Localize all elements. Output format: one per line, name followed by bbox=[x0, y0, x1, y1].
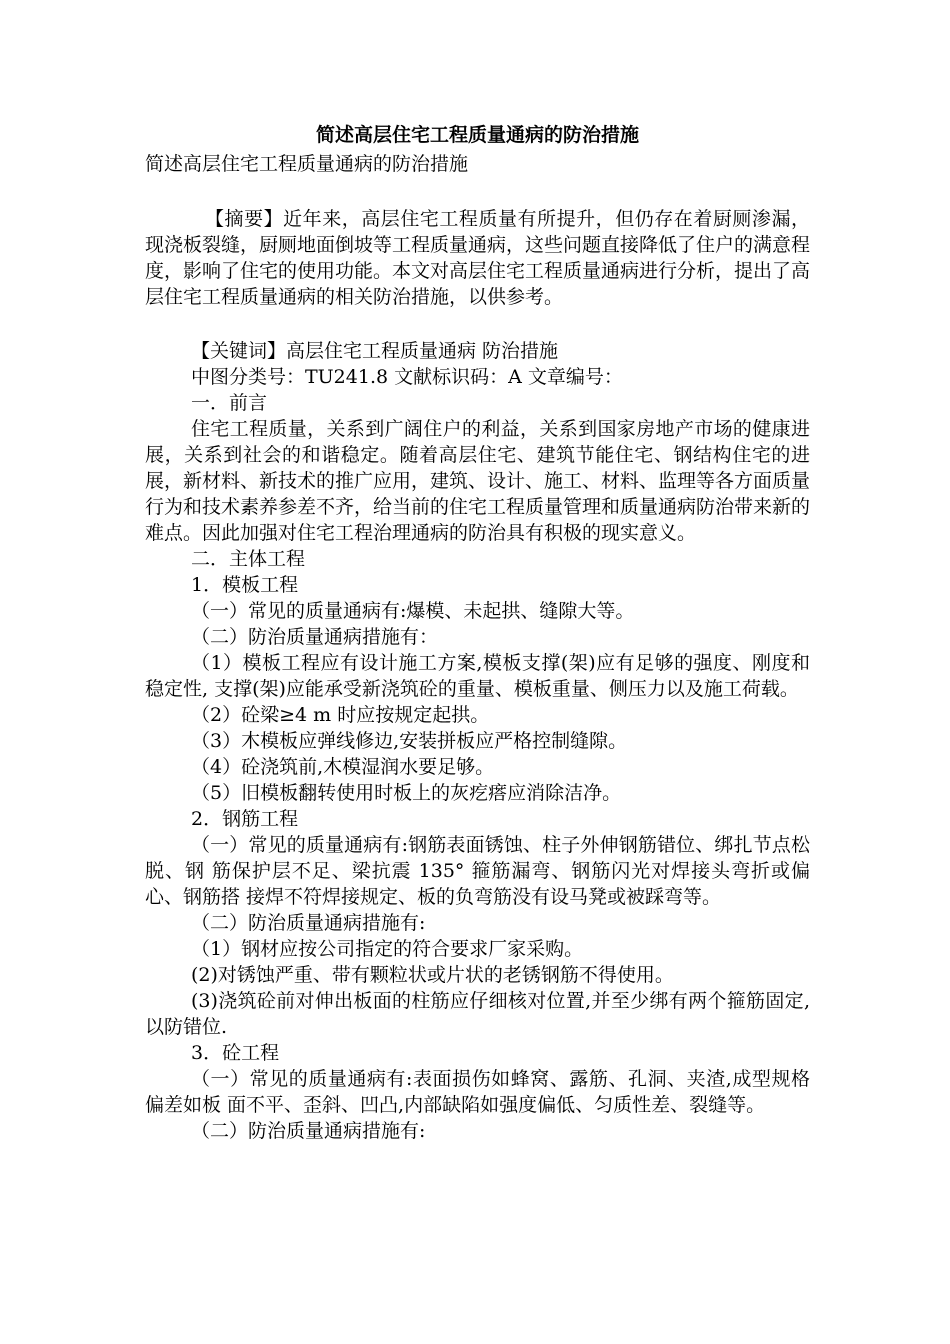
section-heading-main: 二．主体工程 bbox=[191, 548, 306, 570]
concrete-measures-heading: （二）防治质量通病措施有: bbox=[191, 1120, 426, 1142]
keywords-line: 【关键词】高层住宅工程质量通病 防治措施 bbox=[191, 340, 559, 362]
rebar-measure-item: （1）钢材应按公司指定的符合要求厂家采购。 bbox=[191, 938, 584, 960]
rebar-measure-item: (3)浇筑砼前对伸出板面的柱筋应仔细核对位置,并至少绑有两个箍筋固定,以防错位. bbox=[145, 990, 810, 1038]
subsection-heading-formwork: 1．模板工程 bbox=[191, 574, 299, 596]
formwork-measures-heading: （二）防治质量通病措施有： bbox=[191, 626, 439, 648]
document-page bbox=[145, 120, 810, 1144]
document-subtitle: 简述高层住宅工程质量通病的防治措施 bbox=[145, 153, 469, 175]
abstract-paragraph: 【摘要】近年来，高层住宅工程质量有所提升，但仍存在着厨厕渗漏，现浇板裂缝，厨厕地面倒坡等工程质量通病，这些问题直接降低了住户的满意程度，影响了住宅的使用功能。本文对高层住宅工程质量通病进行分析，提出了高层住宅工程质量通病的相关防治措施，以供参考。 bbox=[145, 208, 811, 308]
rebar-common-defects: （一）常见的质量通病有:钢筋表面锈蚀、柱子外伸钢筋错位、绑扎节点松脱、钢 筋保护层不足、梁抗震 135° 箍筋漏弯、钢筋闪光对焊接头弯折或偏心、钢筋搭 接焊不符焊接规定、板的负弯筋没有设马凳或被踩弯等。 bbox=[145, 834, 810, 908]
concrete-common-defects: （一）常见的质量通病有:表面损伤如蜂窝、露筋、孔洞、夹渣,成型规格偏差如板 面不平、歪斜、凹凸,内部缺陷如强度偏低、匀质性差、裂缝等。 bbox=[145, 1068, 810, 1116]
section-heading-intro: 一．前言 bbox=[191, 392, 268, 414]
formwork-measure-item: （5）旧模板翻转使用时板上的灰疙瘩应消除洁净。 bbox=[191, 782, 622, 804]
rebar-measures-heading: （二）防治质量通病措施有: bbox=[191, 912, 426, 934]
formwork-measure-item: （4）砼浇筑前,木模湿润水要足够。 bbox=[191, 756, 495, 778]
formwork-common-defects: （一）常见的质量通病有:爆模、未起拱、缝隙大等。 bbox=[191, 600, 635, 622]
subsection-heading-concrete: 3．砼工程 bbox=[191, 1042, 280, 1064]
intro-paragraph: 住宅工程质量，关系到广阔住户的利益，关系到国家房地产市场的健康进展，关系到社会的和谐稳定。随着高层住宅、建筑节能住宅、钢结构住宅的进展，新材料、新技术的推广应用，建筑、设计、施工、材料、监理等各方面质量行为和技术素养参差不齐，给当前的住宅工程质量管理和质量通病防治带来新的难点。因此加强对住宅工程治理通病的防治具有积极的现实意义。 bbox=[145, 418, 811, 544]
document-title: 简述高层住宅工程质量通病的防治措施 bbox=[315, 124, 639, 146]
formwork-measure-item: （2）砼梁≥4 m 时应按规定起拱。 bbox=[191, 704, 490, 726]
formwork-measure-item: （1）模板工程应有设计施工方案,模板支撑(架)应有足够的强度、刚度和稳定性, 支撑(架)应能承受新浇筑砼的重量、模板重量、侧压力以及施工荷载。 bbox=[145, 652, 810, 700]
spacer bbox=[145, 310, 810, 338]
classification-line: 中图分类号：TU241.8 文献标识码：A 文章编号： bbox=[191, 366, 623, 388]
rebar-measure-item: (2)对锈蚀严重、带有颗粒状或片状的老锈钢筋不得使用。 bbox=[191, 964, 674, 986]
spacer bbox=[145, 178, 810, 206]
subsection-heading-rebar: 2．钢筋工程 bbox=[191, 808, 299, 830]
formwork-measure-item: （3）木模板应弹线修边,安装拼板应严格控制缝隙。 bbox=[191, 730, 628, 752]
